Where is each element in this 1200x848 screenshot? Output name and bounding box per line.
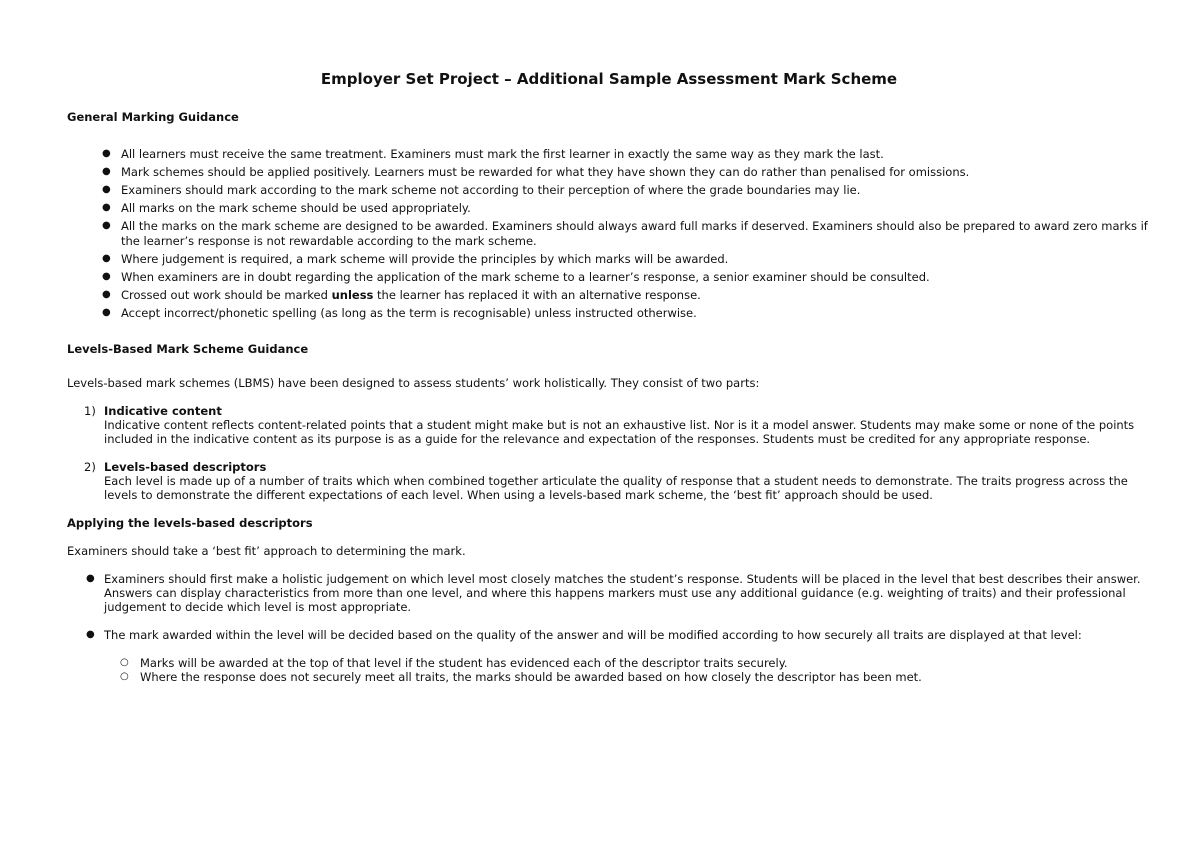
list-item: ● Examiners should mark according to the mark scheme not according to their perception of where the grade boundaries may lie. — [102, 183, 861, 197]
general-marking-list — [100, 147, 1160, 324]
bullet-dot-icon: ● — [102, 288, 111, 300]
list-item: ● Crossed out work should be marked unless the learner has replaced it with an alternative response. — [102, 287, 701, 302]
sub-bullet-list — [120, 656, 1160, 684]
list-item: ● All marks on the mark scheme should be used appropriately. — [102, 201, 471, 215]
list-item: ● Mark schemes should be applied positively. Learners must be rewarded for what they have shown they can do rather than penalised for omissions. — [102, 165, 970, 179]
list-item: ● Examiners should first make a holistic judgement on which level most closely matches the student’s response. Students will be placed in the level that best describes their answer. Answers can display characteristics from more than one level, and where this happens markers must use any additional guidance (e.g. weighting of traits) and their professional judgement to decide which level is most appropriate. — [86, 572, 1141, 614]
applying-descriptors-heading: Applying the levels-based descriptors — [67, 516, 313, 530]
item-body: Indicative content reflects content-related points that a student might make but is not an exhaustive list. Nor is it a model answer. Students may make some or none of the points included in the indicative content as its purpose is as a guide for the relevance and expectation of the responses. Students must be credited for any appropriate response. — [104, 418, 1135, 446]
sub-list-item: ○ Where the response does not securely meet all traits, the marks should be awarded based on how closely the descriptor has been met. — [120, 670, 922, 684]
list-item: ● When examiners are in doubt regarding the application of the mark scheme to a learner’s response, a senior examiner should be consulted. — [102, 269, 930, 284]
item-body: Each level is made up of a number of traits which when combined together articulate the quality of response that a student needs to demonstrate. The traits progress across the levels to demonstrate the different expectations of each level. When using a levels-based mark scheme, the ‘best fit’ approach should be used. — [104, 474, 1128, 502]
item-title: Levels-based descriptors — [104, 460, 267, 474]
bullet-dot-icon: ● — [102, 220, 111, 231]
hollow-circle-icon: ○ — [120, 671, 129, 682]
item-number: 1) — [84, 404, 96, 418]
bullet-dot-icon: ● — [102, 166, 111, 177]
hollow-circle-icon: ○ — [120, 657, 129, 668]
list-item: ● The mark awarded within the level will be decided based on the quality of the answer and will be modified according to how securely all traits are displayed at that level: — [86, 628, 1082, 642]
item-title: Indicative content — [104, 404, 222, 418]
list-item: ● Where judgement is required, a mark scheme will provide the principles by which marks will be awarded. — [102, 251, 729, 266]
levels-based-heading: Levels-Based Mark Scheme Guidance — [67, 342, 309, 356]
numbered-item-indicative-content — [84, 404, 1164, 446]
bullet-dot-icon: ● — [102, 306, 111, 318]
bullet-dot-icon: ● — [102, 184, 111, 195]
levels-intro: Levels-based mark schemes (LBMS) have been designed to assess students’ work holistically. They consist of two parts: — [67, 376, 760, 390]
bullet-dot-icon: ● — [86, 629, 95, 640]
emphasis-unless: unless — [331, 287, 374, 302]
page-title: Employer Set Project – Additional Sample Assessment Mark Scheme — [320, 70, 898, 88]
list-item: ● All the marks on the mark scheme are designed to be awarded. Examiners should always award full marks if deserved. Examiners should also be prepared to award zero marks if the learner’s response is not rewardable according to the mark scheme. — [102, 219, 1148, 248]
item-number: 2) — [84, 460, 96, 474]
bullet-dot-icon: ● — [102, 270, 111, 282]
bullet-dot-icon: ● — [102, 148, 111, 159]
applying-intro: Examiners should take a ‘best fit’ approach to determining the mark. — [67, 544, 466, 558]
bullet-dot-icon: ● — [86, 573, 95, 584]
bullet-dot-icon: ● — [102, 252, 111, 264]
general-marking-heading: General Marking Guidance — [67, 110, 239, 124]
list-item: ● All learners must receive the same treatment. Examiners must mark the first learner in exactly the same way as they mark the last. — [102, 147, 884, 161]
bullet-dot-icon: ● — [102, 202, 111, 213]
numbered-item-levels-descriptors — [84, 460, 1164, 502]
list-item: ● Accept incorrect/phonetic spelling (as long as the term is recognisable) unless instructed otherwise. — [102, 305, 697, 320]
sub-list-item: ○ Marks will be awarded at the top of that level if the student has evidenced each of the descriptor traits securely. — [120, 656, 788, 670]
